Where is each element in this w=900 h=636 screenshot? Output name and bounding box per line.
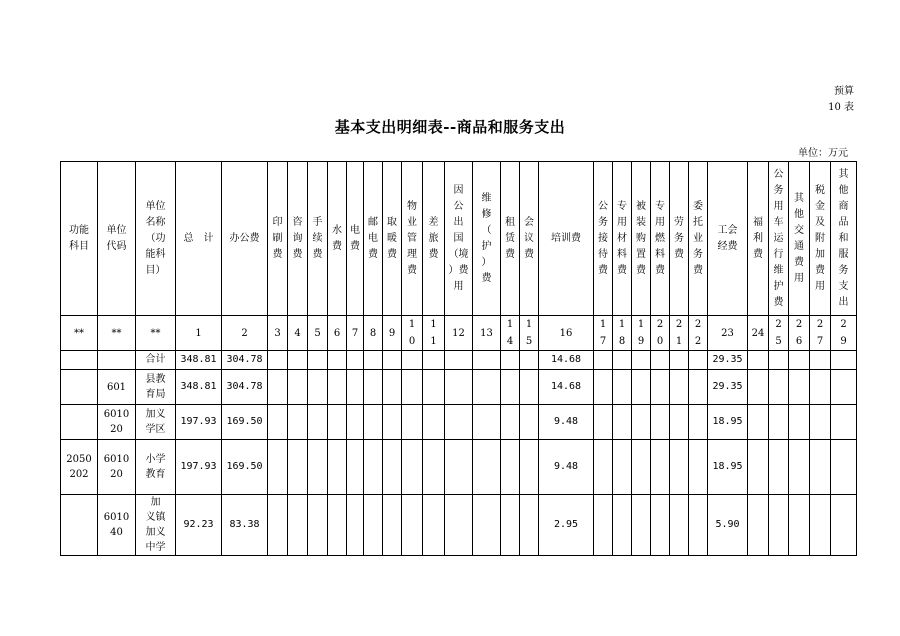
column-number: 2 7 <box>810 316 831 351</box>
office-cell: 304.78 <box>222 370 268 405</box>
column-header: 劳 务 费 <box>670 162 689 316</box>
unit-code-cell: 6010 40 <box>98 495 136 556</box>
expense-table <box>60 161 857 556</box>
column-number: 4 <box>288 316 308 351</box>
union-cell: 18.95 <box>708 405 748 440</box>
column-number: 2 2 <box>689 316 708 351</box>
column-header: 委 托 业 务 费 <box>689 162 708 316</box>
column-header: 公 务 接 待 费 <box>594 162 613 316</box>
column-number: 1 5 <box>520 316 539 351</box>
table-row <box>61 495 857 556</box>
training-cell: 2.95 <box>539 495 594 556</box>
column-number: 5 <box>308 316 328 351</box>
column-header: 功能 科目 <box>61 162 98 316</box>
column-number: 1 7 <box>594 316 613 351</box>
column-header: 差 旅 费 <box>423 162 445 316</box>
total-cell: 197.93 <box>176 405 222 440</box>
column-header: 会 议 费 <box>520 162 539 316</box>
total-cell: 348.81 <box>176 370 222 405</box>
total-cell: 92.23 <box>176 495 222 556</box>
column-number: 2 0 <box>651 316 670 351</box>
column-header: 公 务 用 车 运 行 维 护 费 <box>769 162 789 316</box>
union-cell: 5.90 <box>708 495 748 556</box>
column-number: 2 1 <box>670 316 689 351</box>
column-number: 3 <box>268 316 288 351</box>
column-header: 电 费 <box>347 162 364 316</box>
unit-code-cell: 6010 20 <box>98 405 136 440</box>
function-subject-cell: 2050 202 <box>61 440 98 495</box>
column-header: 租 赁 费 <box>501 162 520 316</box>
column-number: 7 <box>347 316 364 351</box>
table-number-label: 预算 <box>834 86 854 97</box>
column-header: 邮 电 费 <box>364 162 383 316</box>
column-number: ** <box>98 316 136 351</box>
column-number: 12 <box>445 316 473 351</box>
unit-name-cell: 县教 育局 <box>136 370 176 405</box>
training-cell: 9.48 <box>539 440 594 495</box>
column-number: ** <box>136 316 176 351</box>
column-header: 手 续 费 <box>308 162 328 316</box>
column-number: 1 1 <box>423 316 445 351</box>
training-cell: 14.68 <box>539 351 594 370</box>
column-number-row <box>61 316 857 351</box>
column-number: 2 6 <box>789 316 810 351</box>
unit-name-cell: 加义 学区 <box>136 405 176 440</box>
column-header: 印 刷 费 <box>268 162 288 316</box>
header-row <box>61 162 857 316</box>
column-header: 被 装 购 置 费 <box>632 162 651 316</box>
column-header: 其 他 交 通 费 用 <box>789 162 810 316</box>
column-header: 专 用 燃 料 费 <box>651 162 670 316</box>
union-cell: 29.35 <box>708 351 748 370</box>
column-header: 福 利 费 <box>748 162 769 316</box>
column-number: 2 5 <box>769 316 789 351</box>
table-row <box>61 440 857 495</box>
column-number: 9 <box>383 316 402 351</box>
column-number: 1 <box>176 316 222 351</box>
column-header: 税 金 及 附 加 费 用 <box>810 162 831 316</box>
column-header: 单位 名称 （功 能科 目） <box>136 162 176 316</box>
column-number: 13 <box>473 316 501 351</box>
training-cell: 14.68 <box>539 370 594 405</box>
office-cell: 169.50 <box>222 405 268 440</box>
column-header: 总 计 <box>176 162 222 316</box>
column-number: ** <box>61 316 98 351</box>
column-number: 2 <box>222 316 268 351</box>
column-header: 咨 询 费 <box>288 162 308 316</box>
column-header: 培训费 <box>539 162 594 316</box>
table-row <box>61 370 857 405</box>
table-row <box>61 405 857 440</box>
table-number-value: 10 表 <box>828 102 854 113</box>
column-header: 工会 经费 <box>708 162 748 316</box>
office-cell: 304.78 <box>222 351 268 370</box>
page-title: 基本支出明细表--商品和服务支出 <box>334 118 566 136</box>
column-header: 办公费 <box>222 162 268 316</box>
column-number: 1 8 <box>613 316 632 351</box>
unit-code-cell: 6010 20 <box>98 440 136 495</box>
unit-label: 单位：万元 <box>798 148 848 159</box>
unit-name-cell: 合计 <box>136 351 176 370</box>
column-number: 24 <box>748 316 769 351</box>
column-number: 1 0 <box>402 316 423 351</box>
office-cell: 83.38 <box>222 495 268 556</box>
unit-code-cell: 601 <box>98 370 136 405</box>
unit-name-cell: 小学 教育 <box>136 440 176 495</box>
union-cell: 29.35 <box>708 370 748 405</box>
office-cell: 169.50 <box>222 440 268 495</box>
table-row <box>61 351 857 370</box>
training-cell: 9.48 <box>539 405 594 440</box>
column-header: 其 他 商 品 和 服 务 支 出 <box>831 162 857 316</box>
column-number: 23 <box>708 316 748 351</box>
column-header: 取 暖 费 <box>383 162 402 316</box>
column-header: 维 修 （ 护 ） 费 <box>473 162 501 316</box>
column-number: 8 <box>364 316 383 351</box>
column-number: 16 <box>539 316 594 351</box>
column-header: 因 公 出 国 （境 ）费 用 <box>445 162 473 316</box>
union-cell: 18.95 <box>708 440 748 495</box>
column-number: 1 4 <box>501 316 520 351</box>
column-header: 单位 代码 <box>98 162 136 316</box>
total-cell: 197.93 <box>176 440 222 495</box>
unit-name-cell: 加 义镇 加义 中学 <box>136 495 176 556</box>
column-header: 物 业 管 理 费 <box>402 162 423 316</box>
column-header: 专 用 材 料 费 <box>613 162 632 316</box>
column-header: 水 费 <box>328 162 347 316</box>
total-cell: 348.81 <box>176 351 222 370</box>
column-number: 1 9 <box>632 316 651 351</box>
column-number: 6 <box>328 316 347 351</box>
column-number: 2 9 <box>831 316 857 351</box>
